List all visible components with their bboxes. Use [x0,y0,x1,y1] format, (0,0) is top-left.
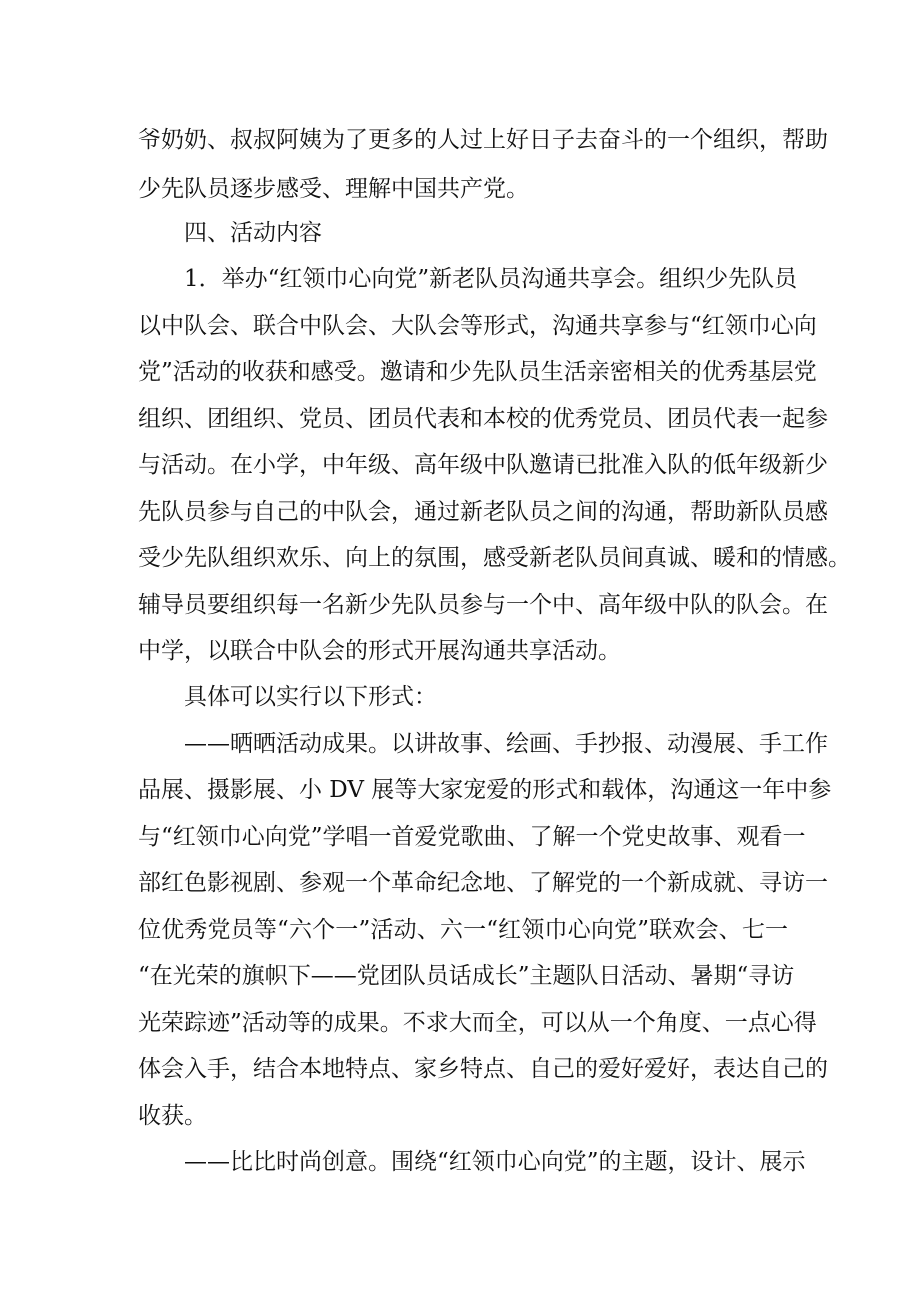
text-line: 党”活动的收获和感受。邀请和少先队员生活亲密相关的优秀基层党 [138,359,817,385]
text-line: “在光荣的旗帜下——党团队员话成长”主题队日活动、暑期“寻访 [138,963,795,989]
text-line: 光荣踪迹”活动等的成果。不求大而全，可以从一个角度、一点心得 [138,1010,817,1036]
text-line: 少先队员逐步感受、理解中国共产党。 [138,176,529,202]
text-line: ——晒晒活动成果。以讲故事、绘画、手抄报、动漫展、手工作 [184,731,828,757]
text-line: 辅导员要组织每一名新少先队员参与一个中、高年级中队的队会。在 [138,592,828,618]
text-line: 先队员参与自己的中队会，通过新老队员之间的沟通，帮助新队员感 [138,499,828,525]
text-line: 体会入手，结合本地特点、家乡特点、自己的爱好爱好，表达自己的 [138,1056,828,1082]
text-line: 1．举办“红领巾心向党”新老队员沟通共享会。组织少先队员 [184,266,798,292]
text-line: ——比比时尚创意。围绕“红领巾心向党”的主题，设计、展示 [184,1149,806,1175]
text-line: 以中队会、联合中队会、大队会等形式，沟通共享参与“红领巾心向 [138,313,817,339]
text-line: 爷奶奶、叔叔阿姨为了更多的人过上好日子去奋斗的一个组织，帮助 [138,127,828,153]
text-line: 组织、团组织、党员、团员代表和本校的优秀党员、团员代表一起参 [138,406,828,432]
text-line: 具体可以实行以下形式： [184,684,437,710]
text-line: 品展、摄影展、小 DV 展等大家宠爱的形式和载体，沟通这一年中参 [138,777,832,803]
text-line: 部红色影视剧、参观一个革命纪念地、了解党的一个新成就、寻访一 [138,870,828,896]
text-line: 中学，以联合中队会的形式开展沟通共享活动。 [138,638,621,664]
text-line: 受少先队组织欢乐、向上的氛围，感受新老队员间真诚、暖和的情感。 [138,545,851,571]
text-line: 与“红领巾心向党”学唱一首爱党歌曲、了解一个党史故事、观看一 [138,824,806,850]
section-heading: 四、活动内容 [184,220,322,246]
text-line: 收获。 [138,1103,207,1129]
text-line: 与活动。在小学，中年级、高年级中队邀请已批准入队的低年级新少 [138,452,828,478]
text-line: 位优秀党员等“六个一”活动、六一“红领巾心向党”联欢会、七一 [138,917,788,943]
